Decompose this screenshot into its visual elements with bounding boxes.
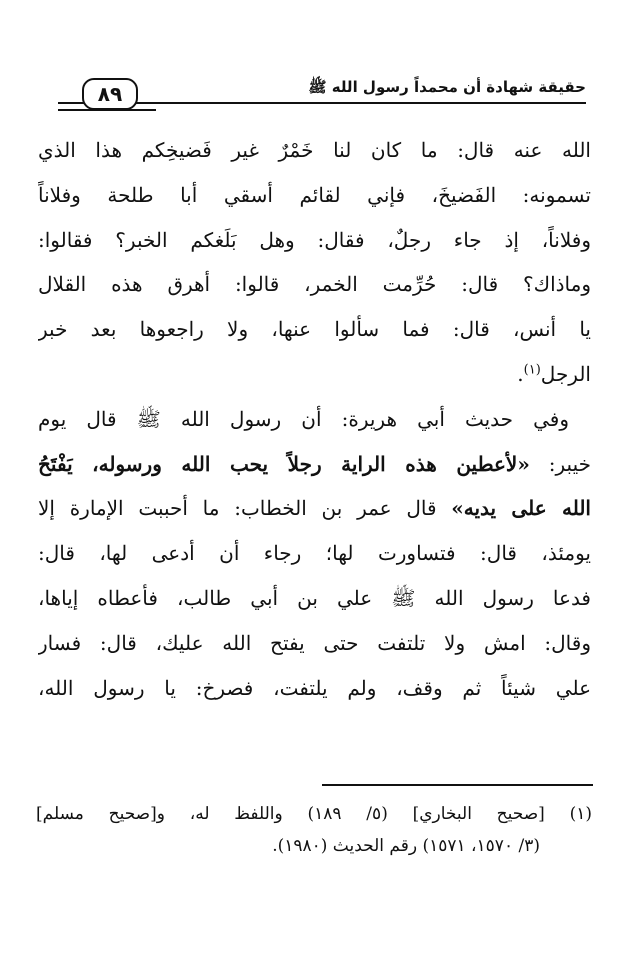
page-number: ٨٩	[82, 78, 138, 110]
running-title: حقيقة شهادة أن محمداً رسول الله ﷺ	[308, 78, 586, 96]
main-text	[38, 128, 591, 710]
text-line: تسمونه: الفَضيخَ، فإني لقائم أسقي أبا طلحة وفلاناً	[38, 182, 591, 207]
footnote-line: (١) [صحيح البخاري] (٥/ ١٨٩) واللفظ له، و[صحيح مسلم]	[36, 804, 592, 824]
text-line: يومئذ، قال: فتساورت لها؛ رجاء أن أدعى لها، قال:	[38, 541, 591, 566]
text-line: الرجل$^{(١)}$.	[517, 361, 591, 386]
footnote-ref: (١)	[523, 362, 541, 378]
text-line: خيبر: «لأعطين هذه الراية رجلاً يحب الله ورسوله، يَفْتَحُ	[38, 451, 591, 476]
text-line: وقال: امش ولا تلتفت حتى يفتح الله عليك، قال: فسار	[38, 630, 591, 655]
text-line: وماذاك؟ قال: حُرِّمت الخمر، قالوا: أهرق هذه القلال	[38, 272, 591, 297]
hadith-quote: «لأعطين هذه الراية رجلاً يحب الله ورسوله، يَفْتَحُ	[38, 451, 530, 476]
text-line: فدعا رسول الله ﷺ علي بن أبي طالب، فأعطاه إياها،	[38, 585, 591, 610]
page-header	[58, 72, 586, 112]
text-line: علي شيئاً ثم وقف، ولم يلتفت، فصرخ: يا رسول الله،	[38, 675, 591, 700]
text-line: الله عنه قال: ما كان لنا خَمْرٌ غير فَضيخِكم هذا الذي	[38, 138, 591, 162]
footnote-divider	[322, 784, 593, 786]
footnote	[36, 798, 592, 862]
text-line: الله على يديه» قال عمر بن الخطاب: ما أحببت الإمارة إلا	[38, 496, 591, 521]
text-line: وفلاناً، إذ جاء رجلٌ، فقال: وهل بَلَغكم الخبر؟ فقالوا:	[38, 227, 591, 252]
hadith-quote: الله على يديه»	[451, 496, 591, 521]
text-line: وفي حديث أبي هريرة: أن رسول الله ﷺ قال يوم	[38, 406, 569, 431]
text-line: يا أنس، قال: فما سألوا عنها، ولا راجعوها بعد خبر	[38, 317, 591, 342]
footnote-line: (٣/ ١٥٧٠، ١٥٧١) رقم الحديث (١٩٨٠).	[272, 836, 540, 856]
